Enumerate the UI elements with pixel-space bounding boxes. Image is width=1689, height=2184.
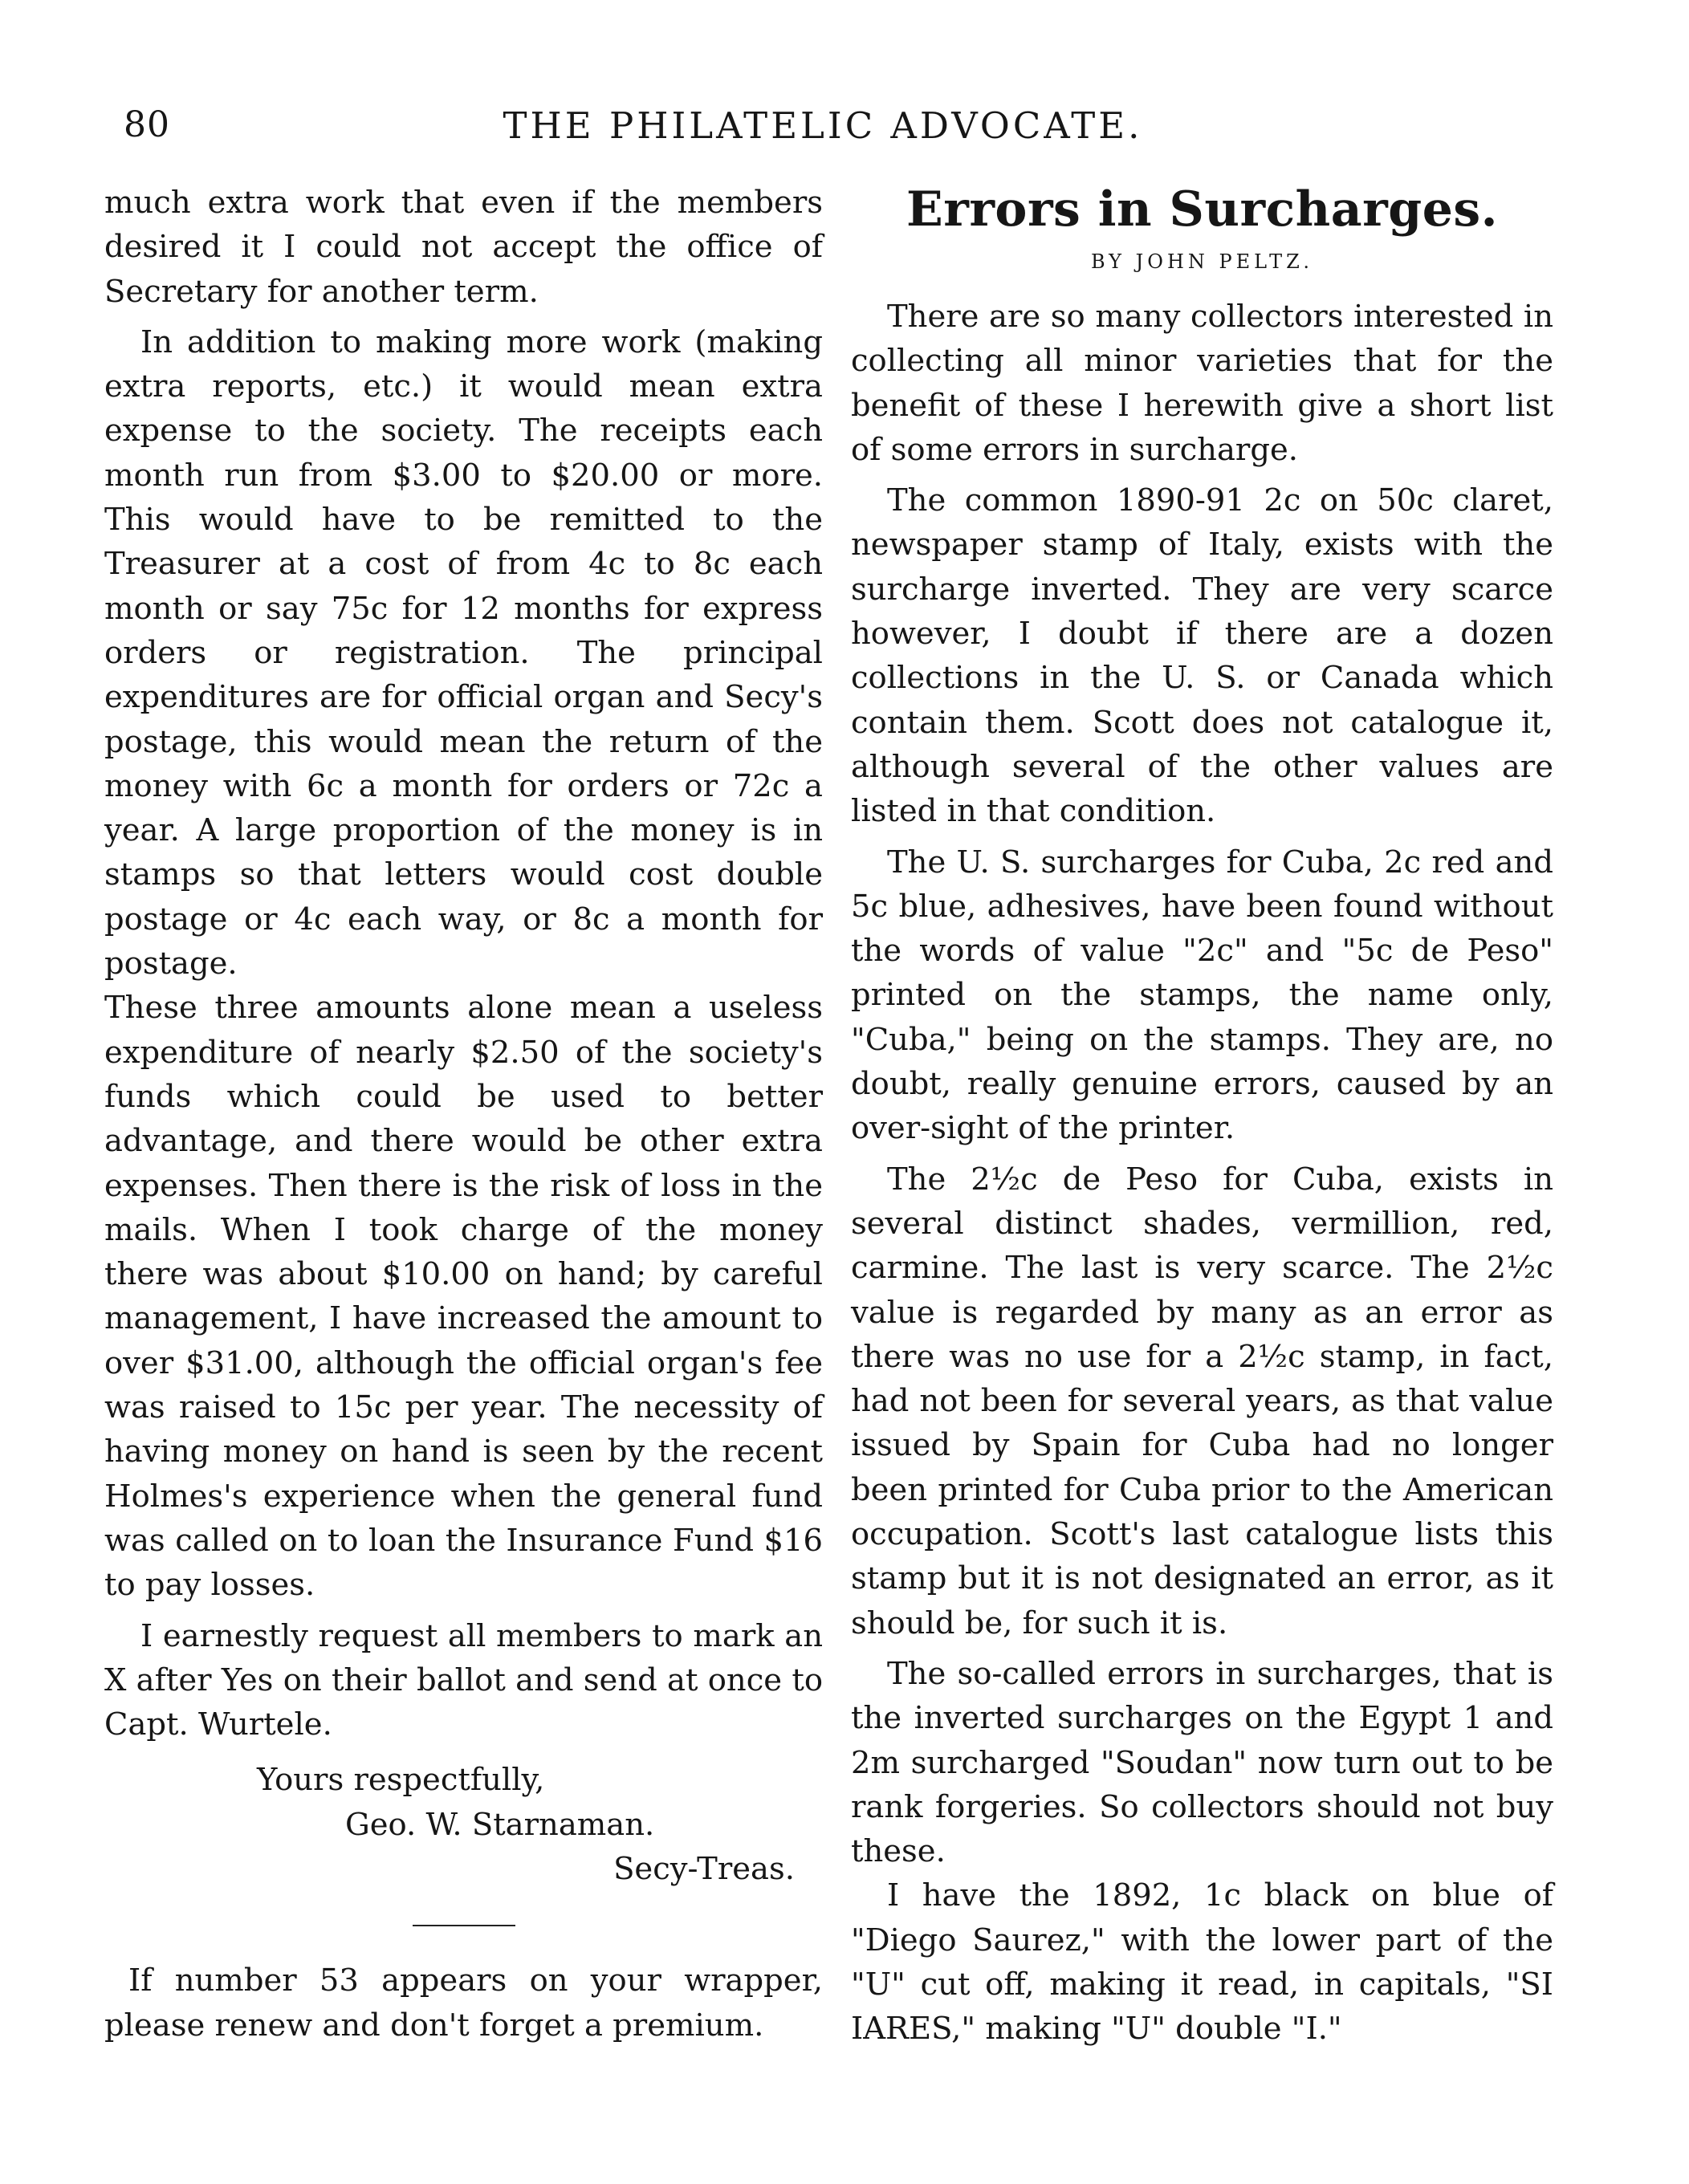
article-paragraph-5: The so-called errors in surcharges, that is the inverted surcharges on the Egypt 1 and 2m surcharged "Soudan" now turn out to be rank forgeries. So collectors should not buy these. [851, 1655, 1553, 1870]
article-paragraph-4: The 2½c de Peso for Cuba, exists in several distinct shades, vermillion, red, carmine. The last is very scarce. The 2½c value is regarded by many as an error as there was no use for a 2½c stamp, in fact, had not been for several years, as that value issued by Spain for Cuba had no longer been printed for Cuba prior to the American occupation. Scott's last catalogue lists this stamp but it is not designated an error, as it should be, for such it is. [851, 1161, 1553, 1641]
signature-name: Geo. W. Starnaman. [345, 1806, 655, 1843]
page-header [112, 95, 1533, 159]
journal-title: THE PHILATELIC ADVOCATE. [503, 104, 1143, 147]
article-byline: BY JOHN PELTZ. [1090, 250, 1314, 273]
article-paragraph-6: I have the 1892, 1c black on blue of "Diego Saurez," with the lower part of the "U" cut off, making it read, in capitals, "SI IARES," making "U" double "I." [851, 1877, 1553, 2048]
left-column [104, 181, 823, 2048]
article-paragraph-2: The common 1890-91 2c on 50c claret, newspaper stamp of Italy, exists with the surcharge inverted. They are very scarce however, I doubt if there are a dozen collections in the U. S. or Canada which contain them. Scott does not catalogue it, although several of the other values are listed in that condition. [851, 482, 1553, 830]
section-divider [413, 1925, 515, 1926]
article-paragraph-1: There are so many collectors interested in collecting all minor varieties that for the benefit of these I herewith give a short list of some errors in surcharge. [851, 299, 1553, 468]
letter-paragraph-1: much extra work that even if the members desired it I could not accept the office of Secretary for another term. [104, 185, 823, 310]
letter-closing: Yours respectfully, [257, 1762, 545, 1799]
signature-title: Secy-Treas. [613, 1850, 795, 1887]
right-column [851, 181, 1553, 2052]
letter-paragraph-2: In addition to making more work (making extra reports, etc.) it would mean extra expense to the society. The receipts each month run from $3.00 to $20.00 or more. This would have to be remitted to the Treasurer at a cost of from 4c to 8c each month or say 75c for 12 months for express orders or registration. The principal expenditures are for official organ and Secy's postage, this would mean the return of the money with 6c a month for orders or 72c a year. A large proportion of the money is in stamps so that letters would cost double postage or 4c each way, or 8c a month for postage. [104, 323, 823, 982]
letter-paragraph-4: I earnestly request all members to mark an X after Yes on their ballot and send at once to Capt. Wurtele. [104, 1617, 823, 1743]
renewal-notice: If number 53 appears on your wrapper, please renew and don't forget a premium. [104, 1962, 823, 2044]
page-number: 80 [124, 104, 170, 145]
article-paragraph-3: The U. S. surcharges for Cuba, 2c red and 5c blue, adhesives, have been found without the words of value "2c" and "5c de Peso" printed on the stamps, the name only, "Cuba," being on the stamps. They are, no doubt, really genuine errors, caused by an over-sight of the printer. [851, 844, 1553, 1147]
article-title: Errors in Surcharges. [906, 181, 1499, 238]
letter-paragraph-3: These three amounts alone mean a useless expenditure of nearly $2.50 of the society's funds which could be used to better advantage, and there would be other extra expenses. Then there is the risk of loss in the mails. When I took charge of the money there was about $10.00 on hand; by careful management, I have increased the amount to over $31.00, although the official organ's fee was raised to 15c per year. The necessity of having money on hand is seen by the recent Holmes's experience when the general fund was called on to loan the Insurance Fund $16 to pay losses. [104, 990, 823, 1604]
